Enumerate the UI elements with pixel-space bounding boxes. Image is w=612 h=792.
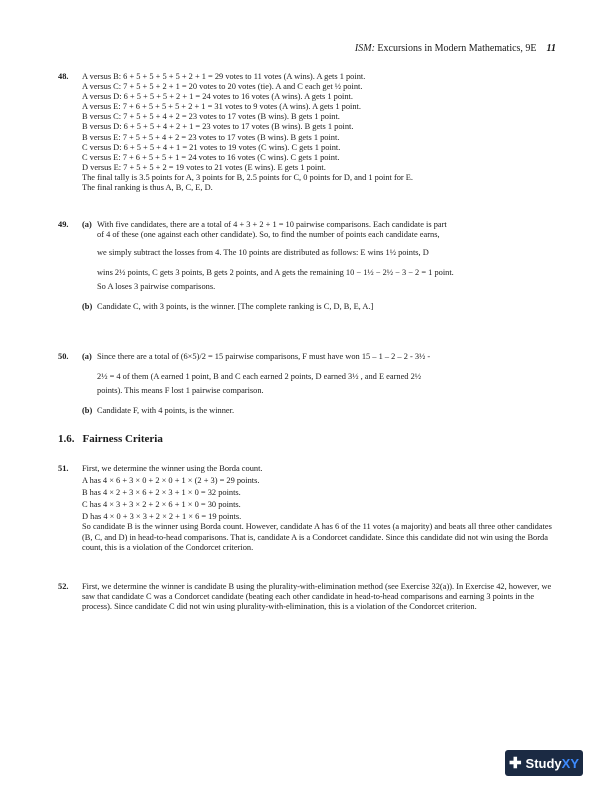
text-line: C versus D: 6 + 5 + 5 + 4 + 1 = 21 votes to 19 votes (C wins). C gets 1 point.	[82, 142, 341, 152]
section-number: 1.6.	[58, 433, 75, 445]
logo-brand-accent: XY	[561, 755, 580, 771]
text-line: A has 4 × 6 + 3 × 0 + 2 × 0 + 1 × (2 + 3) = 29 points.	[82, 476, 260, 486]
text-line: First, we determine the winner using the Borda count.	[82, 464, 263, 473]
text-line: points). This means F lost 1 pairwise comparison.	[97, 386, 264, 396]
exercise-52	[58, 582, 560, 612]
page-number: 11	[546, 43, 556, 54]
text-line: So A loses 3 pairwise comparisons.	[97, 282, 216, 292]
section-title: Fairness Criteria	[82, 433, 163, 445]
paragraph: First, we determine the winner is candidate B using the plurality-with-elimination method (see Exercise 32(a)). In Exercise 42, however, we saw that candidate C was a Condorcet candidate (beating each other candidate in head-to-head comparisons and earning 3 points in the process). Since candidate C did not win using plurality-with-elimination, this is a violation of the Condorcet criterion.	[82, 582, 552, 612]
text-line: A versus C: 7 + 5 + 5 + 2 + 1 = 20 votes to 20 votes (tie). A and C each get ½ point.	[82, 82, 363, 92]
text-line: With five candidates, there are a total of 4 + 3 + 2 + 1 = 10 pairwise comparisons. Each candidate is part	[97, 220, 447, 229]
text-line: B versus E: 7 + 5 + 5 + 4 + 2 = 23 votes to 17 votes (B wins). B gets 1 point.	[82, 132, 340, 142]
exercise-number: 51.	[58, 464, 69, 473]
text-line: Since there are a total of (6×5)/2 = 15 pairwise comparisons, F must have won 15 – 1 – 2 – 2 - 3½ -	[97, 352, 431, 361]
text-line: The final tally is 3.5 points for A, 3 points for B, 2.5 points for C, 0 points for D, and 1 point for E.	[82, 172, 414, 182]
text-line: 2½ = 4 of them (A earned 1 point, B and C each earned 2 points, D earned 3½ , and E earned 2½	[97, 372, 422, 382]
running-header	[355, 43, 556, 54]
part-label: (b)	[82, 302, 93, 312]
text-line: The final ranking is thus A, B, C, E, D.	[82, 183, 213, 193]
text-line: of 4 of these (one against each other candidate). So, to find the number of points each candidate earns,	[97, 230, 440, 240]
exercise-number: 52.	[58, 582, 69, 591]
header-title: Excursions in Modern Mathematics, 9E	[374, 43, 537, 54]
paragraph: So candidate B is the winner using Borda count. However, candidate A has 6 of the 11 votes (a majority) and beats all three other candidates (B, C, and D) in head-to-head comparisons. That is, candidate A is a Condorcet candidate. Since this candidate did not win using the Borda count, this is a violation of the Condorcet criterion.	[82, 522, 552, 552]
logo-brand: Study	[525, 755, 562, 771]
text-line: B versus C: 7 + 5 + 5 + 4 + 2 = 23 votes to 17 votes (B wins). B gets 1 point.	[82, 112, 340, 122]
part-label: (a)	[82, 220, 92, 229]
text-line: we simply subtract the losses from 4. The 10 points are distributed as follows: E wins 1½ points, D	[97, 248, 429, 258]
exercise-48	[58, 72, 560, 193]
text-line: B versus D: 6 + 5 + 5 + 4 + 2 + 1 = 23 votes to 17 votes (B wins). B gets 1 point.	[82, 122, 354, 132]
text-line: A versus D: 6 + 5 + 5 + 5 + 2 + 1 = 24 votes to 16 votes (A wins). A gets 1 point.	[82, 92, 353, 102]
studyxy-logo	[505, 750, 583, 776]
text-line: C has 4 × 3 + 3 × 2 + 2 × 6 + 1 × 0 = 30 points.	[82, 500, 241, 510]
exercise-number: 50.	[58, 352, 69, 361]
exercise-number: 49.	[58, 220, 69, 229]
text-line: C versus E: 7 + 6 + 5 + 5 + 1 = 24 votes to 16 votes (C wins). C gets 1 point.	[82, 152, 340, 162]
text-line: Candidate C, with 3 points, is the winner. [The complete ranking is C, D, B, E, A.]	[97, 302, 374, 312]
text-line: wins 2½ points, C gets 3 points, B gets 2 points, and A gets the remaining 10 − 1½ − 2½ − 3 − 2 = 1 point.	[97, 268, 454, 278]
text-line: A versus E: 7 + 6 + 5 + 5 + 5 + 2 + 1 = 31 votes to 9 votes (A wins). A gets 1 point.	[82, 102, 361, 112]
part-label: (b)	[82, 406, 93, 416]
text-line: D has 4 × 0 + 3 × 3 + 2 × 2 + 1 × 6 = 19 points.	[82, 512, 242, 522]
header-book: ISM:	[354, 43, 375, 54]
exercise-49	[58, 220, 560, 313]
text-line: D versus E: 7 + 5 + 5 + 2 = 19 votes to 21 votes (E wins). E gets 1 point.	[82, 162, 326, 172]
exercise-50	[58, 352, 560, 416]
text-line: B has 4 × 2 + 3 × 6 + 2 × 3 + 1 × 0 = 32 points.	[82, 488, 241, 498]
part-label: (a)	[82, 352, 92, 361]
section-heading	[58, 433, 163, 445]
exercise-number: 48.	[58, 72, 69, 81]
exercise-51	[58, 464, 560, 553]
text-line: Candidate F, with 4 points, is the winner.	[97, 406, 235, 416]
text-line: A versus B: 6 + 5 + 5 + 5 + 5 + 2 + 1 = 29 votes to 11 votes (A wins). A gets 1 point.	[82, 72, 366, 81]
plus-icon: ✚	[508, 755, 522, 772]
